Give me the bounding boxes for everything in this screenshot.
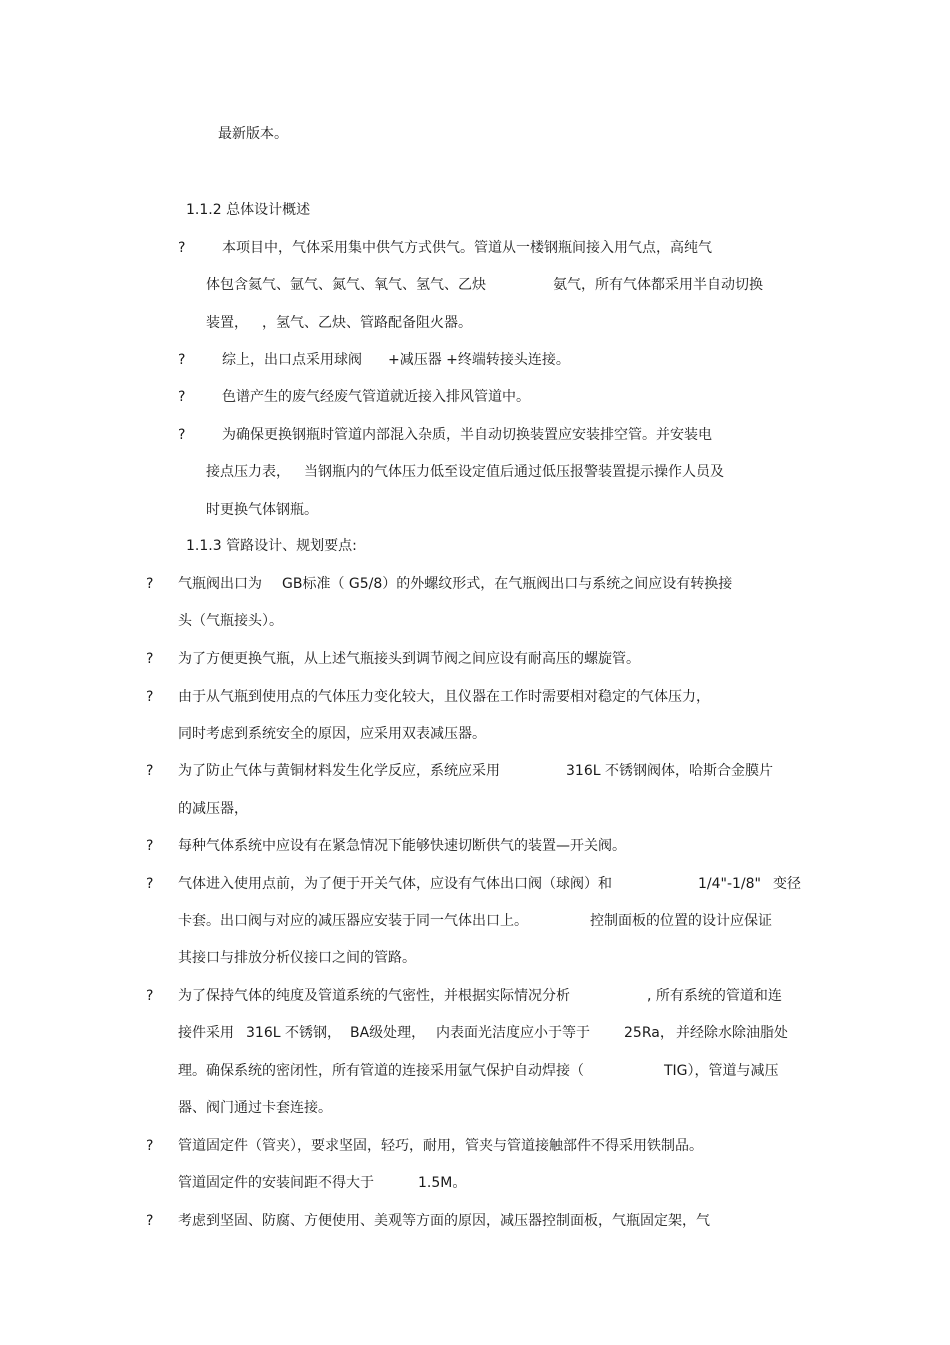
paragraph-line: 1.5M。 — [418, 1175, 467, 1191]
paragraph-line: 为了方便更换气瓶，从上述气瓶接头到调节阀之间应设有耐高压的螺旋管。 — [178, 651, 640, 667]
paragraph-line: 同时考虑到系统安全的原因，应采用双表减压器。 — [178, 726, 486, 742]
paragraph-line: GB标准（ G5/8）的外螺纹形式，在气瓶阀出口与系统之间应设有转换接 — [282, 576, 733, 592]
paragraph-line: 25Ra， — [624, 1025, 674, 1041]
paragraph-line: 其接口与排放分析仪接口之间的管路。 — [178, 950, 416, 966]
paragraph-line: 气瓶阀出口为 — [178, 576, 262, 592]
paragraph-line: 为了防止气体与黄铜材料发生化学反应，系统应采用 — [178, 763, 500, 779]
paragraph-line: 的减压器， — [178, 801, 248, 817]
paragraph-line: 本项目中，气体采用集中供气方式供气。管道从一楼钢瓶间接入用气点，高纯气 — [222, 240, 712, 256]
bullet-marker: ? — [178, 352, 186, 368]
bullet-marker: ? — [146, 838, 154, 854]
paragraph-line: 头（气瓶接头）。 — [178, 613, 283, 629]
paragraph-line: 当钢瓶内的气体压力低至设定值后通过低压报警装置提示操作人员及 — [304, 464, 724, 480]
bullet-marker: ? — [146, 1138, 154, 1154]
bullet-marker: ? — [146, 651, 154, 667]
paragraph-line: 器、阀门通过卡套连接。 — [178, 1100, 332, 1116]
paragraph-line: +减压器 +终端转接头连接。 — [388, 352, 570, 368]
paragraph-line: 1/4"-1/8" — [698, 876, 761, 892]
paragraph-line: 理。确保系统的密闭性，所有管道的连接采用氩气保护自动焊接（ — [178, 1063, 584, 1079]
bullet-marker: ? — [146, 689, 154, 705]
paragraph-line: 内表面光洁度应小于等于 — [436, 1025, 590, 1041]
paragraph-line: 为确保更换钢瓶时管道内部混入杂质，半自动切换装置应安装排空管。并安装电 — [222, 427, 712, 443]
paragraph-line: 变径 — [773, 876, 801, 892]
paragraph-line: 并经除水除油脂处 — [676, 1025, 788, 1041]
bullet-marker: ? — [146, 763, 154, 779]
paragraph-line: 由于从气瓶到使用点的气体压力变化较大，且仪器在工作时需要相对稳定的气体压力， — [178, 689, 710, 705]
paragraph-line: 316L 不锈钢， — [246, 1025, 341, 1041]
paragraph-line: 为了保持气体的纯度及管道系统的气密性，并根据实际情况分析 — [178, 988, 570, 1004]
bullet-marker: ? — [146, 576, 154, 592]
section-heading-1-1-3: 1.1.3 管路设计、规划要点: — [186, 538, 357, 554]
paragraph-line: 时更换气体钢瓶。 — [206, 502, 318, 518]
paragraph-line: 体包含氦气、氩气、氮气、氧气、氢气、乙炔 — [206, 277, 486, 293]
paragraph-line: 每种气体系统中应设有在紧急情况下能够快速切断供气的装置—开关阀。 — [178, 838, 626, 854]
bullet-marker: ? — [146, 988, 154, 1004]
paragraph-line: 考虑到坚固、防腐、方便使用、美观等方面的原因，减压器控制面板，气瓶固定架，气 — [178, 1213, 710, 1229]
paragraph-line: 控制面板的位置的设计应保证 — [590, 913, 772, 929]
intro-text: 最新版本。 — [218, 126, 288, 142]
paragraph-line: 综上，出口点采用球阀 — [222, 352, 362, 368]
paragraph-line: 管道固定件（管夹），要求坚固，轻巧，耐用，管夹与管道接触部件不得采用铁制品。 — [178, 1138, 703, 1154]
bullet-marker: ? — [178, 427, 186, 443]
paragraph-line: 316L 不锈钢阀体，哈斯合金膜片 — [566, 763, 773, 779]
paragraph-line: 装置， — [206, 315, 248, 331]
paragraph-line: 接点压力表， — [206, 464, 290, 480]
paragraph-line: , 所有系统的管道和连 — [647, 988, 782, 1004]
paragraph-line: 气体进入使用点前，为了便于开关气体，应设有气体出口阀（球阀）和 — [178, 876, 612, 892]
bullet-marker: ? — [178, 240, 186, 256]
paragraph-line: ，氢气、乙炔、管路配备阻火器。 — [262, 315, 472, 331]
bullet-marker: ? — [146, 1213, 154, 1229]
paragraph-line: 管道固定件的安装间距不得大于 — [178, 1175, 374, 1191]
bullet-marker: ? — [178, 389, 186, 405]
paragraph-line: 氨气，所有气体都采用半自动切换 — [553, 277, 763, 293]
bullet-marker: ? — [146, 876, 154, 892]
paragraph-line: 卡套。出口阀与对应的减压器应安装于同一气体出口上。 — [178, 913, 528, 929]
paragraph-line: 色谱产生的废气经废气管道就近接入排风管道中。 — [222, 389, 530, 405]
paragraph-line: TIG），管道与减压 — [664, 1063, 779, 1079]
paragraph-line: BA级处理， — [350, 1025, 426, 1041]
section-heading-1-1-2: 1.1.2 总体设计概述 — [186, 202, 311, 218]
paragraph-line: 接件采用 — [178, 1025, 234, 1041]
